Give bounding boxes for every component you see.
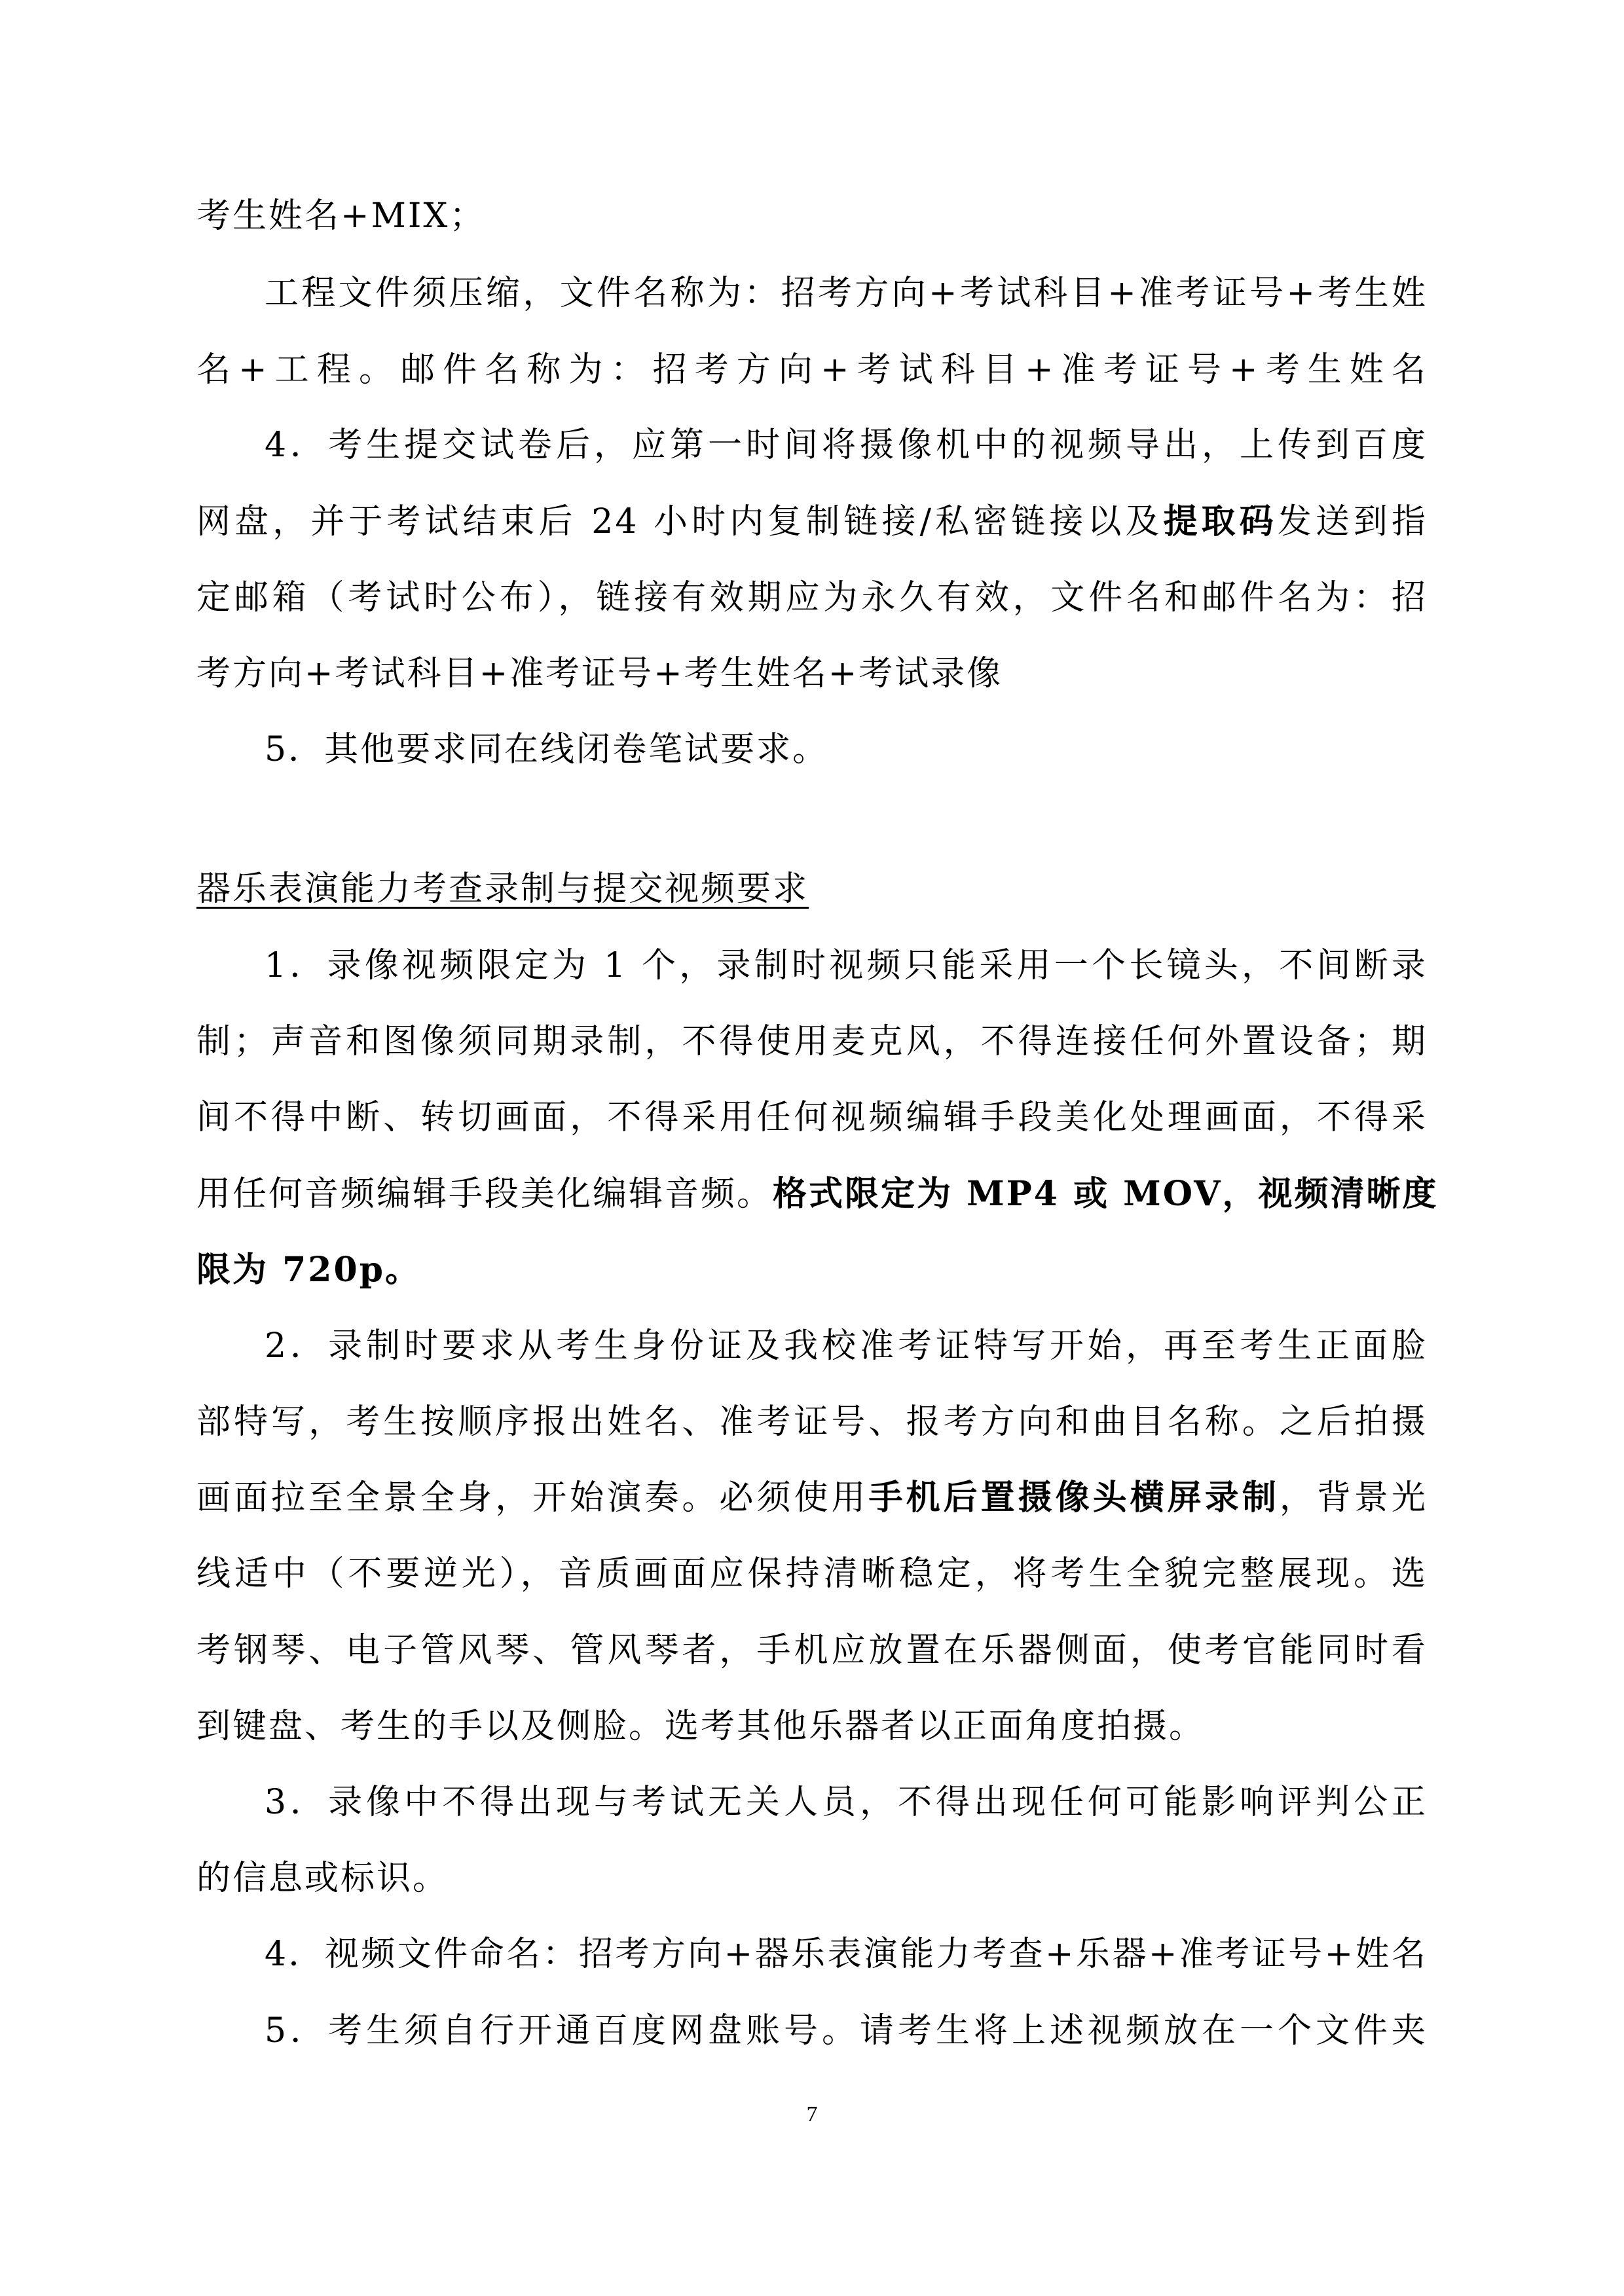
text-line: 4．考生提交试卷后，应第一时间将摄像机中的视频导出，上传到百度 (265, 426, 1428, 465)
text-segment: 发送到指 (1277, 502, 1428, 541)
text-segment: 网盘，并于考试结束后 24 小时内复制链接/私密链接以及 (196, 502, 1164, 541)
text-segment: ，背景光 (1279, 1478, 1428, 1518)
text-line: 的信息或标识。 (196, 1859, 449, 1898)
text-line: 5．其他要求同在线闭卷笔试要求。 (265, 730, 829, 769)
text-line: 限为 720p。 (196, 1250, 422, 1290)
text-line: 工程文件须压缩，文件名称为：招考方向+考试科目+准考证号+考生姓 (265, 274, 1428, 313)
text-line: 线适中（不要逆光），音质画面应保持清晰稳定，将考生全貌完整展现。选 (196, 1554, 1428, 1594)
text-line: 5．考生须自行开通百度网盘账号。请考生将上述视频放在一个文件夹 (265, 2011, 1428, 2050)
text-line: 名+工程。邮件名称为：招考方向+考试科目+准考证号+考生姓名 (196, 350, 1428, 390)
text-line (196, 1171, 1439, 1217)
text-line: 考生姓名+MIX； (196, 196, 486, 236)
text-line (196, 1475, 1428, 1521)
text-line: 考方向+考试科目+准考证号+考生姓名+考试录像 (196, 654, 1003, 693)
text-line: 考钢琴、电子管风琴、管风琴者，手机应放置在乐器侧面，使考官能同时看 (196, 1631, 1428, 1670)
section-heading: 器乐表演能力考查录制与提交视频要求 (196, 869, 809, 909)
bold-text: 格式限定为 MP4 或 MOV，视频清晰度 (773, 1174, 1439, 1214)
text-line: 间不得中断、转切画面，不得采用任何视频编辑手段美化处理画面，不得采 (196, 1098, 1428, 1137)
text-segment: 画面拉至全景全身，开始演奏。必须使用 (196, 1478, 869, 1518)
text-line: 2．录制时要求从考生身份证及我校准考证特写开始，再至考生正面脸 (265, 1326, 1428, 1366)
text-line (196, 499, 1428, 545)
text-line: 部特写，考生按顺序报出姓名、准考证号、报考方向和曲目名称。之后拍摄 (196, 1402, 1428, 1442)
text-line: 3．录像中不得出现与考试无关人员，不得出现任何可能影响评判公正 (265, 1783, 1428, 1822)
text-line: 4．视频文件命名：招考方向+器乐表演能力考查+乐器+准考证号+姓名 (265, 1935, 1428, 1974)
text-segment: 用任何音频编辑手段美化编辑音频。 (196, 1175, 773, 1214)
bold-text: 提取码 (1163, 501, 1278, 541)
page-number: 7 (806, 2102, 818, 2126)
bold-text: 手机后置摄像头横屏录制 (868, 1478, 1280, 1518)
text-line: 制；声音和图像须同期录制，不得使用麦克风，不得连接任何外置设备；期 (196, 1022, 1428, 1061)
text-line: 到键盘、考生的手以及侧脸。选考其他乐器者以正面角度拍摄。 (196, 1707, 1206, 1746)
text-line: 定邮箱（考试时公布），链接有效期应为永久有效，文件名和邮件名为：招 (196, 578, 1428, 617)
text-line: 1．录像视频限定为 1 个，录制时视频只能采用一个长镜头，不间断录 (265, 946, 1428, 985)
